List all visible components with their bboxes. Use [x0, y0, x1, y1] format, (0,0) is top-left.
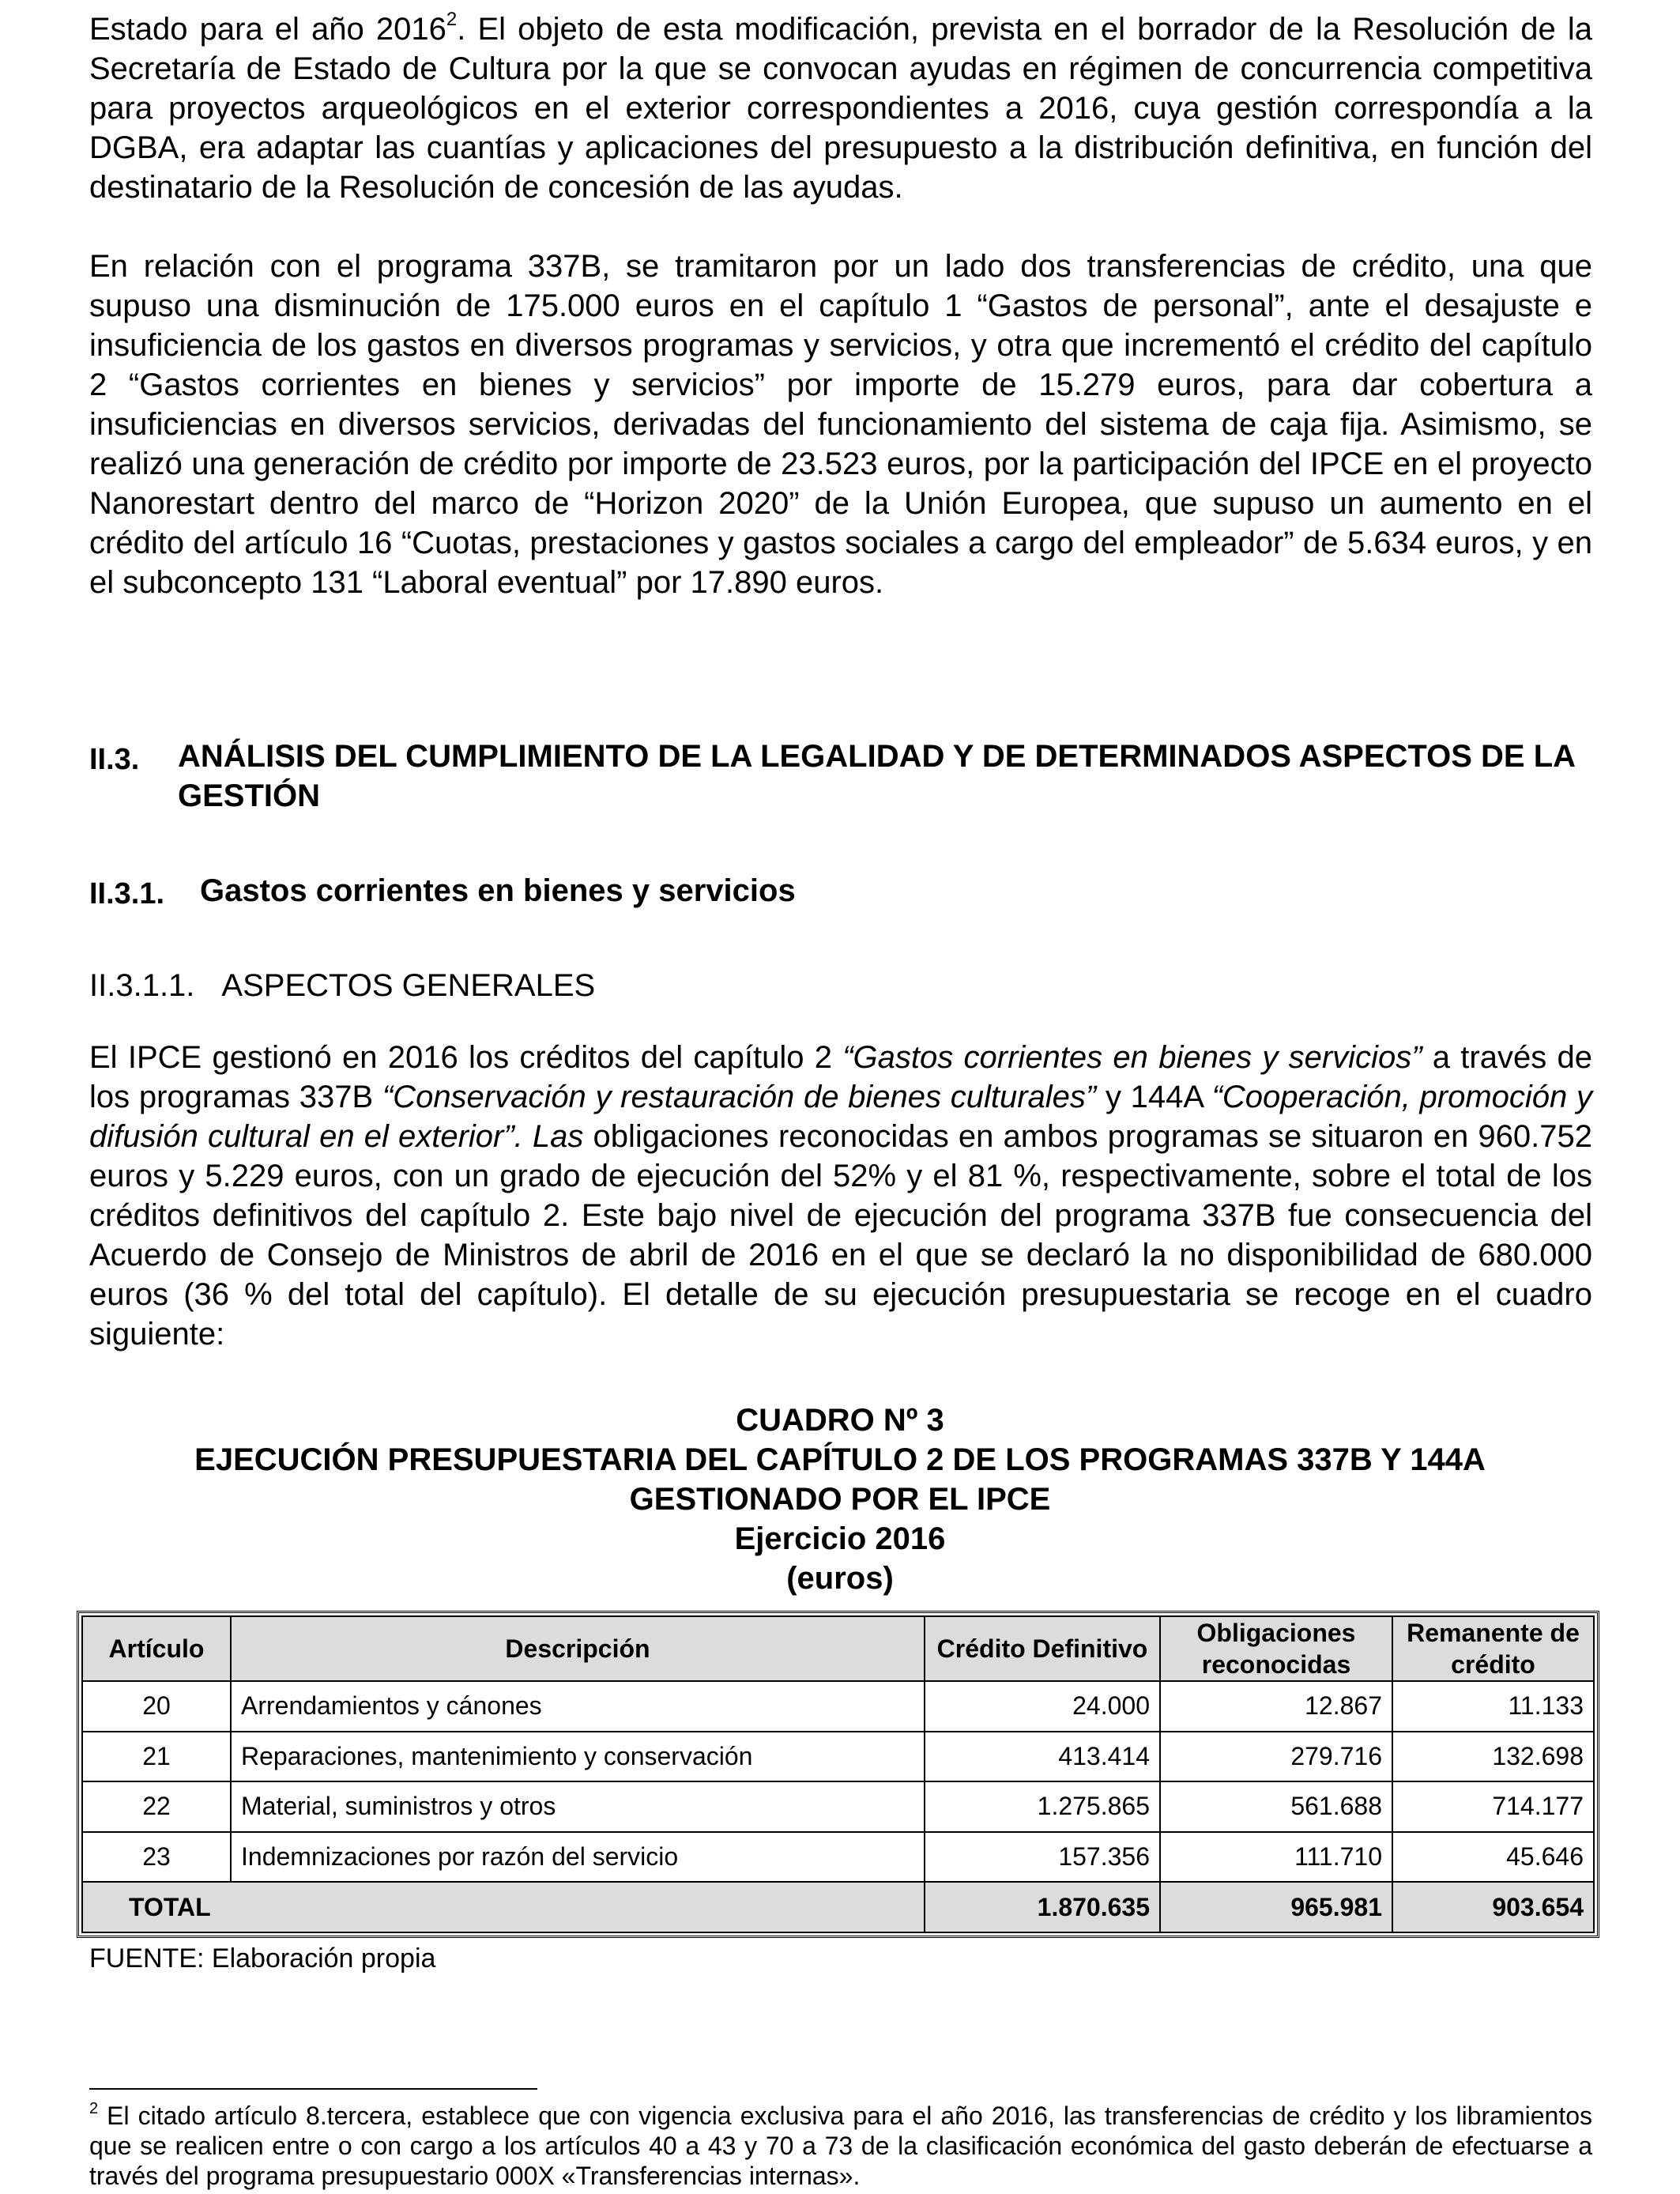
cell-total-credito: 1.870.635	[925, 1882, 1160, 1932]
cell-total-label: TOTAL	[82, 1882, 925, 1932]
section-title: Gastos corrientes en bienes y servicios	[200, 873, 796, 908]
cell-articulo: 20	[82, 1681, 231, 1732]
cell-credito: 413.414	[925, 1732, 1160, 1782]
table-total-row	[82, 1882, 1594, 1932]
header-line: reconocidas	[1201, 1650, 1351, 1679]
section-number: II.3.1.	[89, 877, 165, 910]
paragraph-italic: “Cooperación, promoción y difusión cultural en el exterior”. Las	[89, 1080, 1593, 1154]
header-line: crédito	[1451, 1650, 1535, 1679]
table-row	[82, 1832, 1594, 1883]
cell-remanente: 132.698	[1392, 1732, 1594, 1782]
paragraph-italic: “Conservación y restauración de bienes culturales”	[382, 1080, 1097, 1114]
cell-articulo: 23	[82, 1832, 231, 1883]
table-row	[82, 1681, 1594, 1732]
paragraph-text: El IPCE gestionó en 2016 los créditos del capítulo 2	[89, 1040, 843, 1075]
section-heading-ii-3-1-1	[89, 966, 1591, 1005]
section-number: II.3.1.1.	[89, 968, 195, 1003]
cell-remanente: 714.177	[1392, 1781, 1594, 1832]
table-row	[82, 1732, 1594, 1782]
header-remanente	[1392, 1616, 1594, 1681]
budget-table-frame	[77, 1611, 1599, 1938]
cell-credito: 24.000	[925, 1681, 1160, 1732]
section-title: ASPECTOS GENERALES	[221, 968, 596, 1003]
caption-number: CUADRO Nº 3	[736, 1403, 944, 1438]
footnote-2	[89, 2101, 1592, 2191]
cell-obligaciones: 111.710	[1160, 1832, 1392, 1883]
caption-units: (euros)	[786, 1561, 894, 1596]
paragraph-italic: “Gastos corrientes en bienes y servicios”	[842, 1040, 1422, 1075]
caption-title: EJECUCIÓN PRESUPUESTARIA DEL CAPÍTULO 2 DE LOS PROGRAMAS 337B Y 144A	[194, 1442, 1486, 1477]
header-articulo: Artículo	[82, 1616, 231, 1681]
footnote-number: 2	[89, 2100, 99, 2117]
caption-subtitle: GESTIONADO POR EL IPCE	[629, 1482, 1051, 1517]
cell-obligaciones: 12.867	[1160, 1681, 1392, 1732]
cell-total-obligaciones: 965.981	[1160, 1882, 1392, 1932]
header-descripcion: Descripción	[231, 1616, 925, 1681]
cell-credito: 1.275.865	[925, 1781, 1160, 1832]
cell-descripcion: Material, suministros y otros	[231, 1781, 925, 1832]
cell-articulo: 21	[82, 1732, 231, 1782]
cell-credito: 157.356	[925, 1832, 1160, 1883]
cell-articulo: 22	[82, 1781, 231, 1832]
footnote-reference[interactable]: 2	[446, 9, 458, 30]
cell-obligaciones: 561.688	[1160, 1781, 1392, 1832]
cell-descripcion: Indemnizaciones por razón del servicio	[231, 1832, 925, 1883]
cell-descripcion: Reparaciones, mantenimiento y conservación	[231, 1732, 925, 1782]
cell-descripcion: Arrendamientos y cánones	[231, 1681, 925, 1732]
header-credito: Crédito Definitivo	[925, 1616, 1160, 1681]
cell-remanente: 45.646	[1392, 1832, 1594, 1883]
footnote-separator	[89, 2088, 537, 2090]
caption-year: Ejercicio 2016	[734, 1521, 946, 1556]
header-line: Obligaciones	[1196, 1619, 1356, 1647]
cell-remanente: 11.133	[1392, 1681, 1594, 1732]
section-number: II.3.	[89, 743, 140, 776]
cell-obligaciones: 279.716	[1160, 1732, 1392, 1782]
table-header-row	[82, 1616, 1594, 1681]
header-obligaciones	[1160, 1616, 1392, 1681]
table-caption	[79, 1400, 1601, 1598]
paragraph-text: obligaciones reconocidas en ambos programas se situaron en 960.752 euros y 5.229 euros, con un grado de ejecución del 52% y el 81 %, respectivamente, sobre el total de los créditos definitivos del capítulo 2. Este bajo nivel de ejecución del programa 337B fue consecuencia del Acuerdo de Consejo de Ministros de abril de 2016 en el que se declaró la no disponibilidad de 680.000 euros (36 % del total del capítulo). El detalle de su ejecución presupuestaria se recoge en el cuadro siguiente:	[89, 1119, 1592, 1351]
section-title: ANÁLISIS DEL CUMPLIMIENTO DE LA LEGALIDAD Y DE DETERMINADOS ASPECTOS DE LA GESTIÓN	[178, 739, 1575, 813]
paragraph-program-337b: En relación con el programa 337B, se tramitaron por un lado dos transferencias de crédito, una que supuso una disminución de 175.000 euros en el capítulo 1 “Gastos de personal”, ante el desajuste e insuficiencia de los gastos en diversos programas y servicios, y otra que incrementó el crédito del capítulo 2 “Gastos corrientes en bienes y servicios” por importe de 15.279 euros, para dar cobertura a insuficiencias en diversos servicios, derivadas del funcionamiento del sistema de caja fija. Asimismo, se realizó una generación de crédito por importe de 23.523 euros, por la participación del IPCE en el proyecto Nanorestart dentro del marco de “Horizon 2020” de la Unión Europea, que supuso un aumento en el crédito del artículo 16 “Cuotas, prestaciones y gastos sociales a cargo del empleador” de 5.634 euros, y en el subconcepto 131 “Laboral eventual” por 17.890 euros.	[89, 249, 1592, 600]
budget-execution-table	[81, 1615, 1595, 1933]
paragraph-budget-modification	[89, 9, 1592, 207]
paragraph-text: y 144A	[1096, 1080, 1212, 1114]
cell-total-remanente: 903.654	[1392, 1882, 1594, 1932]
paragraph-text: Estado para el año 2016	[89, 12, 446, 47]
paragraph-text: a través de los programas 337B	[89, 1040, 1592, 1114]
footnote-text: El citado artículo 8.tercera, establece que con vigencia exclusiva para el año 2016, las transferencias de crédito y los libramientos que se realicen entre o con cargo a los artículos 40 a 43 y 70 a 73 de la clasificación económica del gasto deberán de efectuarse a través del programa presupuestario 000X «Transferencias internas».	[89, 2102, 1592, 2190]
paragraph-text: . El objeto de esta modificación, prevista en el borrador de la Resolución de la Secretaría de Estado de Cultura por la que se convocan ayudas en régimen de concurrencia competitiva para proyectos arqueológicos en el exterior correspondientes a 2016, cuya gestión correspondía a la DGBA, era adaptar las cuantías y aplicaciones del presupuesto a la distribución definitiva, en función del destinatario de la Resolución de concesión de las ayudas.	[89, 12, 1592, 205]
paragraph-ipce-credits	[89, 1038, 1592, 1354]
header-line: Remanente de	[1407, 1619, 1580, 1647]
table-row	[82, 1781, 1594, 1832]
table-source-note: FUENTE: Elaboración propia	[89, 1943, 436, 1973]
